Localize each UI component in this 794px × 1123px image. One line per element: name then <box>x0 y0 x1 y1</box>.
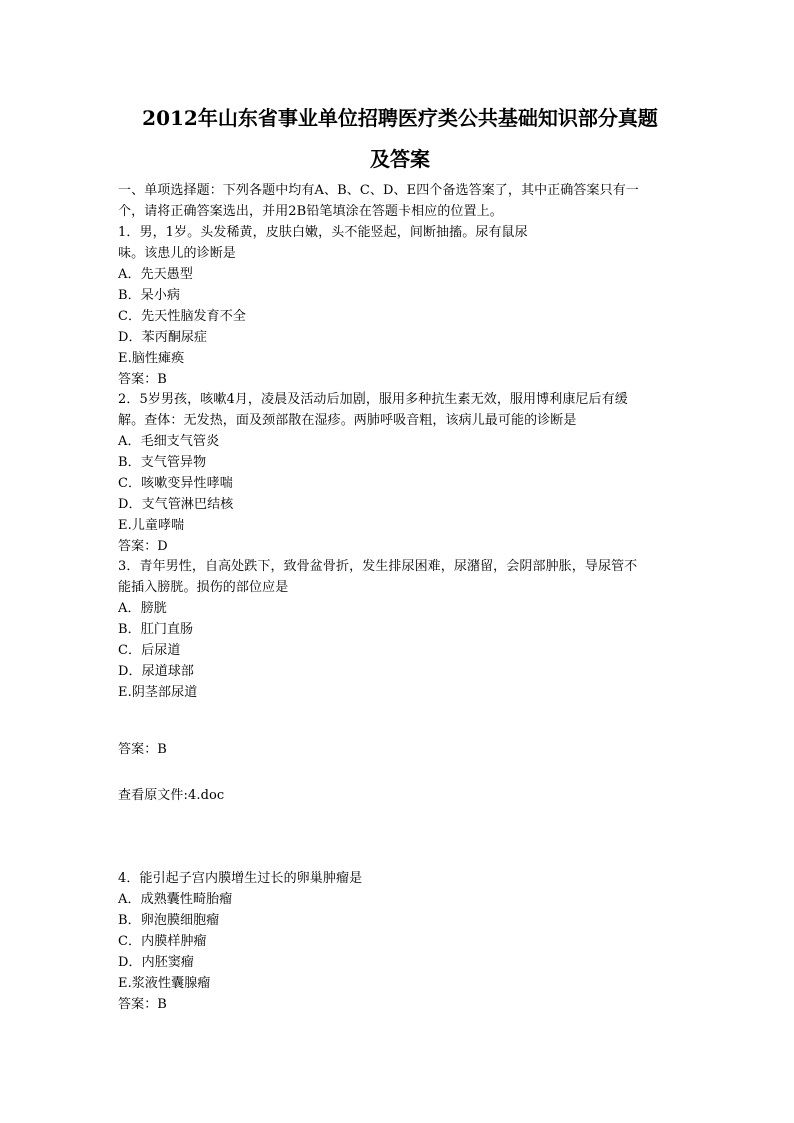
question-2-option-e: E.儿童哮喘 <box>118 518 185 533</box>
page-title-continued: 及答案 <box>370 147 430 171</box>
question-1-option-a: A．先天愚型 <box>118 267 193 282</box>
question-1-answer: 答案：B <box>118 372 167 387</box>
question-3-stem: 能插入膀胱。损伤的部位应是 <box>118 580 289 595</box>
question-2-stem: 2．5岁男孩，咳嗽4月，凌晨及活动后加剧，服用多种抗生素无效，服用博利康尼后有缓 <box>118 392 628 407</box>
question-2-stem: 解。查体：无发热，面及颈部散在湿疹。两肺呼吸音粗，该病儿最可能的诊断是 <box>118 413 577 428</box>
question-3-option-d: D．尿道球部 <box>118 664 195 679</box>
question-4-option-e: E.浆液性囊腺瘤 <box>118 976 211 991</box>
page-title: 2012年山东省事业单位招聘医疗类公共基础知识部分真题 <box>142 106 658 130</box>
question-4-option-a: A．成熟囊性畸胎瘤 <box>118 892 233 907</box>
question-4-stem: 4．能引起子宫内膜增生过长的卵巢肿瘤是 <box>118 871 363 886</box>
question-1-stem: 味。该患儿的诊断是 <box>118 246 236 261</box>
source-file-link[interactable]: 查看原文件:4.doc <box>118 788 225 803</box>
question-3-stem: 3．青年男性，自高处跌下，致骨盆骨折，发生排尿困难，尿潴留，会阴部肿胀，导尿管不 <box>118 559 638 574</box>
question-3-option-b: B．肛门直肠 <box>118 622 194 637</box>
question-1-option-c: C．先天性脑发育不全 <box>118 309 246 324</box>
question-3-option-a: A．膀胱 <box>118 601 167 616</box>
question-4-option-b: B．卵泡膜细胞瘤 <box>118 913 220 928</box>
question-3-option-c: C．后尿道 <box>118 643 181 658</box>
question-2-option-a: A．毛细支气管炎 <box>118 434 220 449</box>
question-2-option-c: C．咳嗽变异性哮喘 <box>118 476 233 491</box>
question-4-option-c: C．内膜样肿瘤 <box>118 934 207 949</box>
question-3-option-e: E.阴茎部尿道 <box>118 685 198 700</box>
instructions-line: 一、单项选择题：下列各题中均有A、B、C、D、E四个备选答案了，其中正确答案只有一 <box>118 183 639 198</box>
question-2-option-b: B．支气管异物 <box>118 455 207 470</box>
question-1-option-b: B．呆小病 <box>118 288 181 303</box>
question-4-option-d: D．内胚窦瘤 <box>118 955 195 970</box>
question-2-option-d: D．支气管淋巴结核 <box>118 497 234 512</box>
question-1-stem: 1．男，1岁。头发稀黄，皮肤白嫩，头不能竖起，间断抽搐。尿有鼠尿 <box>118 225 528 240</box>
question-1-option-d: D．苯丙酮尿症 <box>118 330 208 345</box>
question-2-answer: 答案：D <box>118 539 168 554</box>
question-4-answer: 答案：B <box>118 997 167 1012</box>
question-3-answer: 答案：B <box>118 742 167 757</box>
question-1-option-e: E.脑性瘫痪 <box>118 351 185 366</box>
instructions-line: 个，请将正确答案选出，并用2B铅笔填涂在答题卡相应的位置上。 <box>118 204 503 219</box>
